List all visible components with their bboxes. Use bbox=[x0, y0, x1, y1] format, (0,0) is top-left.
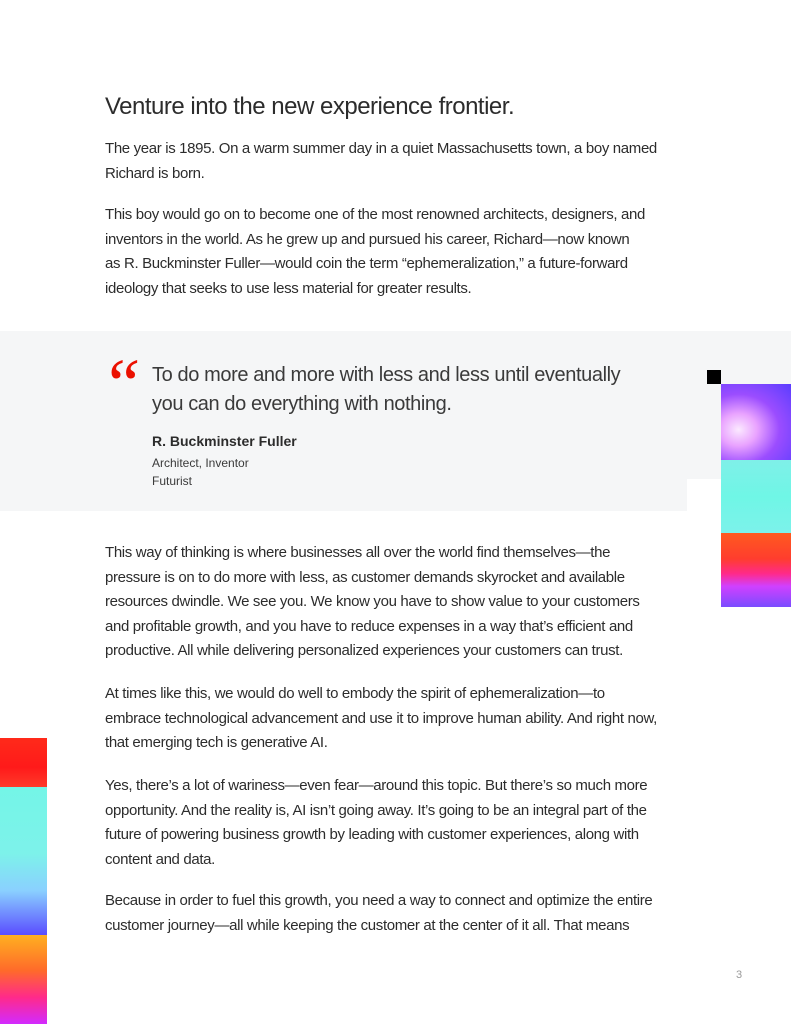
author-role: Futurist bbox=[152, 474, 193, 488]
text-line: and profitable growth, and you have to reduce expenses in a way that’s efficient and bbox=[105, 617, 633, 635]
text-line: as R. Buckminster Fuller—would coin the term “ephemeralization,” a future-forward bbox=[105, 255, 628, 272]
text-line: future of powering business growth by leading with customer experiences, along with bbox=[105, 826, 639, 843]
section-heading: Venture into the new experience frontier. bbox=[105, 93, 515, 120]
pull-quote-text bbox=[152, 361, 672, 419]
intro-paragraph-1 bbox=[105, 137, 705, 186]
text-line: resources dwindle. We see you. We know you have to show value to your customers bbox=[105, 593, 640, 610]
text-line: At times like this, we would do well to embody the spirit of ephemeralization—to bbox=[105, 685, 605, 702]
body-paragraph-1 bbox=[105, 541, 705, 664]
quote-line: you can do everything with nothing. bbox=[152, 393, 452, 415]
decorative-gradient-tile bbox=[721, 460, 791, 533]
decorative-square bbox=[707, 370, 721, 384]
text-line: embrace technological advancement and use it to improve human ability. And right now, bbox=[105, 709, 657, 727]
text-line: inventors in the world. As he grew up and pursued his career, Richard—now known bbox=[105, 230, 630, 248]
quote-author-roles bbox=[152, 454, 249, 490]
page-number: 3 bbox=[736, 969, 743, 981]
body-paragraph-2 bbox=[105, 682, 705, 756]
body-paragraph-3 bbox=[105, 774, 705, 872]
text-line: pressure is on to do more with less, as customer demands skyrocket and available bbox=[105, 568, 625, 586]
decorative-gradient-tile bbox=[721, 384, 791, 460]
text-line: content and data. bbox=[105, 850, 215, 868]
decorative-gradient-tile bbox=[0, 935, 47, 1024]
text-line: opportunity. And the reality is, AI isn’t going away. It’s going to be an integral part of the bbox=[105, 801, 647, 819]
text-line: Because in order to fuel this growth, you need a way to connect and optimize the entire bbox=[105, 892, 653, 909]
text-line: Yes, there’s a lot of wariness—even fear—around this topic. But there’s so much more bbox=[105, 777, 648, 794]
text-line: productive. All while delivering personalized experiences your customers can trust. bbox=[105, 642, 623, 659]
decorative-gradient-tile bbox=[0, 787, 47, 935]
quote-mark-icon: “ bbox=[101, 344, 142, 424]
body-paragraph-4 bbox=[105, 889, 705, 938]
text-line: This boy would go on to become one of the most renowned architects, designers, and bbox=[105, 206, 645, 223]
text-line: The year is 1895. On a warm summer day in a quiet Massachusetts town, a boy named bbox=[105, 140, 657, 157]
text-line: customer journey—all while keeping the customer at the center of it all. That means bbox=[105, 916, 630, 934]
decorative-gradient-tile bbox=[0, 738, 47, 787]
text-line: Richard is born. bbox=[105, 164, 205, 182]
author-role: Architect, Inventor bbox=[152, 456, 249, 470]
text-line: that emerging tech is generative AI. bbox=[105, 734, 328, 751]
decorative-gradient-tile bbox=[721, 533, 791, 607]
text-line: This way of thinking is where businesses all over the world find themselves—the bbox=[105, 544, 611, 561]
intro-paragraph-2 bbox=[105, 203, 705, 301]
text-line: ideology that seeks to use less material for greater results. bbox=[105, 279, 472, 297]
quote-line: To do more and more with less and less until eventually bbox=[152, 364, 621, 386]
quote-author: R. Buckminster Fuller bbox=[152, 433, 297, 449]
